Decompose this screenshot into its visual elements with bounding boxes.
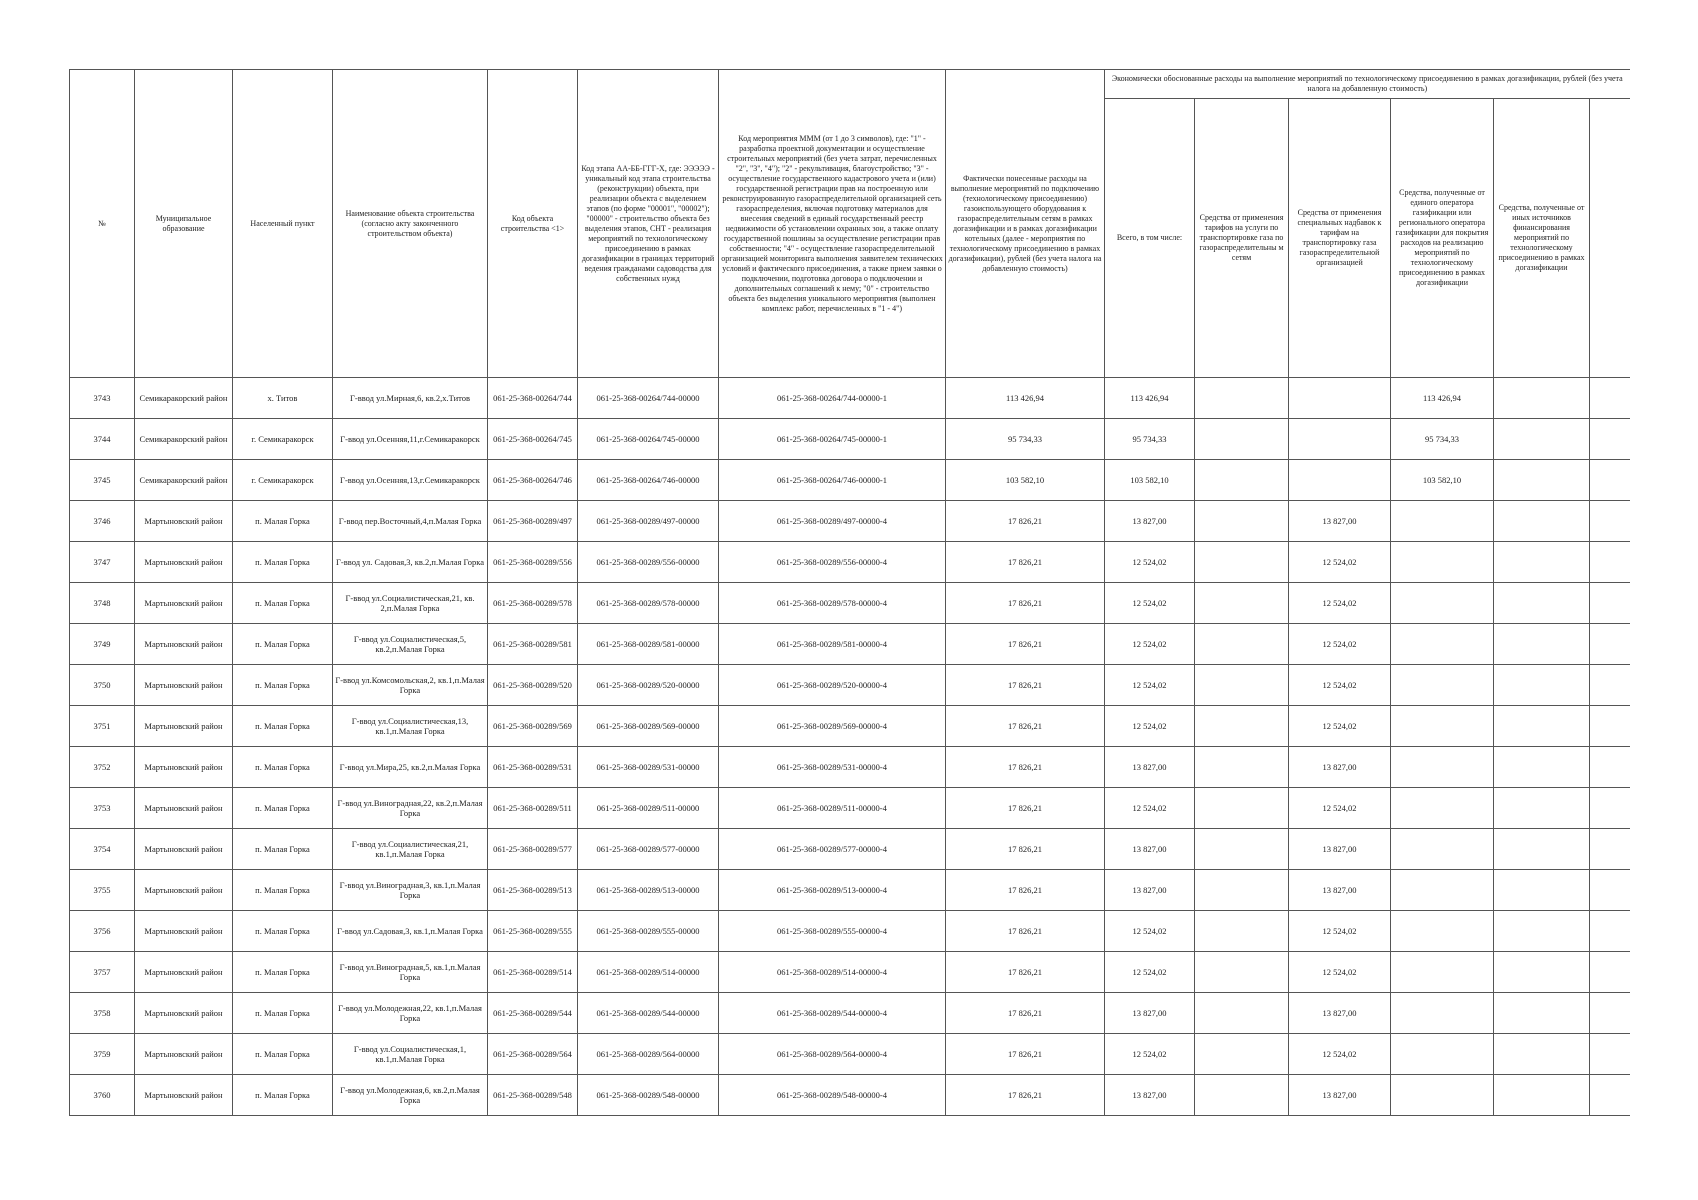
cell-other-sources: [1494, 706, 1590, 747]
cell-object-name: Г-ввод ул.Молодежная,22, кв.1,п.Малая Горка: [333, 993, 488, 1034]
cell-tariff-transport: [1195, 583, 1289, 624]
table-row: [70, 870, 1630, 911]
cell-actual-costs: 17 826,21: [946, 583, 1105, 624]
cell-object-name: Г-ввод ул.Социалистическая,21, кв. 2,п.Малая Горка: [333, 583, 488, 624]
cell-object-name: Г-ввод ул.Виноградная,5, кв.1,п.Малая Горка: [333, 952, 488, 993]
cell-event-code: 061-25-368-00289/556-00000-4: [719, 542, 946, 583]
cell-stage-code: 061-25-368-00289/555-00000: [578, 911, 719, 952]
col-header-trailing: [1590, 99, 1630, 378]
cell-stage-code: 061-25-368-00289/514-00000: [578, 952, 719, 993]
cell-object-code: 061-25-368-00289/511: [488, 788, 578, 829]
col-header-stage-code: Код этапа АА-ББ-ГГГ-Х, где: ЭЭЭЭЭ - уникальный код этапа строительства (реконструкции) объекта, при реализации объекта с выделением этапов (по форме "00001", "00002"); "00000" - строительство объекта без выделения этапов, СНТ - реализация мероприятий по технологическому присоединению в рамках догазификации в границах территорий ведения гражданами садоводства для собственных нужд: [578, 70, 719, 378]
cell-tariff-transport: [1195, 952, 1289, 993]
cell-other-sources: [1494, 788, 1590, 829]
cell-no: 3749: [70, 624, 135, 665]
cell-object-name: Г-ввод ул.Виноградная,22, кв.2,п.Малая Горка: [333, 788, 488, 829]
cell-settlement: п. Малая Горка: [233, 1075, 333, 1116]
cell-tariff-transport: [1195, 460, 1289, 501]
cell-stage-code: 061-25-368-00264/746-00000: [578, 460, 719, 501]
col-header-municipality: Муниципальное образование: [135, 70, 233, 378]
cell-settlement: п. Малая Горка: [233, 1034, 333, 1075]
cell-special-markups: 13 827,00: [1289, 870, 1391, 911]
cell-trailing: [1590, 911, 1630, 952]
cell-object-name: Г-ввод ул.Комсомольская,2, кв.1,п.Малая Горка: [333, 665, 488, 706]
cell-trailing: [1590, 378, 1630, 419]
cell-total: 95 734,33: [1105, 419, 1195, 460]
cell-tariff-transport: [1195, 624, 1289, 665]
cell-operator-funds: [1391, 1034, 1494, 1075]
cell-trailing: [1590, 1034, 1630, 1075]
table-row: [70, 460, 1630, 501]
cell-no: 3747: [70, 542, 135, 583]
cell-no: 3754: [70, 829, 135, 870]
col-header-tariff-transport: Средства от применения тарифов на услуги по транспортировке газа по газораспределительны м сетям: [1195, 99, 1289, 378]
table-row: [70, 624, 1630, 665]
table-row: [70, 829, 1630, 870]
cell-event-code: 061-25-368-00264/744-00000-1: [719, 378, 946, 419]
cell-operator-funds: [1391, 501, 1494, 542]
cell-no: 3758: [70, 993, 135, 1034]
cell-event-code: 061-25-368-00289/497-00000-4: [719, 501, 946, 542]
cell-tariff-transport: [1195, 747, 1289, 788]
cell-municipality: Мартыновский район: [135, 583, 233, 624]
cell-special-markups: 12 524,02: [1289, 583, 1391, 624]
cell-settlement: п. Малая Горка: [233, 583, 333, 624]
cell-total: 12 524,02: [1105, 665, 1195, 706]
cell-stage-code: 061-25-368-00289/577-00000: [578, 829, 719, 870]
cell-municipality: Мартыновский район: [135, 1075, 233, 1116]
cell-special-markups: 13 827,00: [1289, 747, 1391, 788]
cell-event-code: 061-25-368-00264/746-00000-1: [719, 460, 946, 501]
cell-object-code: 061-25-368-00264/745: [488, 419, 578, 460]
cell-trailing: [1590, 1075, 1630, 1116]
cell-other-sources: [1494, 747, 1590, 788]
cell-total: 12 524,02: [1105, 542, 1195, 583]
cell-object-code: 061-25-368-00289/548: [488, 1075, 578, 1116]
cell-actual-costs: 17 826,21: [946, 501, 1105, 542]
cell-total: 13 827,00: [1105, 747, 1195, 788]
cell-object-code: 061-25-368-00289/514: [488, 952, 578, 993]
cell-other-sources: [1494, 378, 1590, 419]
cell-special-markups: 12 524,02: [1289, 706, 1391, 747]
cell-tariff-transport: [1195, 706, 1289, 747]
cell-total: 13 827,00: [1105, 829, 1195, 870]
cell-operator-funds: [1391, 747, 1494, 788]
cell-other-sources: [1494, 583, 1590, 624]
cell-municipality: Мартыновский район: [135, 542, 233, 583]
cell-object-code: 061-25-368-00289/578: [488, 583, 578, 624]
cell-no: 3760: [70, 1075, 135, 1116]
cell-settlement: п. Малая Горка: [233, 665, 333, 706]
cell-municipality: Мартыновский район: [135, 870, 233, 911]
cell-stage-code: 061-25-368-00289/511-00000: [578, 788, 719, 829]
cell-settlement: п. Малая Горка: [233, 952, 333, 993]
cell-special-markups: [1289, 419, 1391, 460]
col-header-other-sources: Средства, полученные от иных источников финансирования мероприятий по технологическому присоединению в рамках догазификации: [1494, 99, 1590, 378]
cell-other-sources: [1494, 952, 1590, 993]
cell-actual-costs: 17 826,21: [946, 993, 1105, 1034]
cell-object-code: 061-25-368-00289/497: [488, 501, 578, 542]
cell-trailing: [1590, 747, 1630, 788]
cell-other-sources: [1494, 542, 1590, 583]
cell-settlement: п. Малая Горка: [233, 542, 333, 583]
cell-other-sources: [1494, 1034, 1590, 1075]
cell-settlement: п. Малая Горка: [233, 911, 333, 952]
cell-operator-funds: [1391, 788, 1494, 829]
col-header-econ-group: Экономически обоснованные расходы на выполнение мероприятий по технологическому присоединению в рамках догазификации, рублей (без учета налога на добавленную стоимость): [1105, 70, 1630, 99]
table-row: [70, 1075, 1630, 1116]
cell-object-code: 061-25-368-00289/569: [488, 706, 578, 747]
cell-special-markups: [1289, 460, 1391, 501]
cell-operator-funds: [1391, 583, 1494, 624]
cell-tariff-transport: [1195, 1034, 1289, 1075]
cell-event-code: 061-25-368-00289/513-00000-4: [719, 870, 946, 911]
cell-event-code: 061-25-368-00289/564-00000-4: [719, 1034, 946, 1075]
cell-object-name: Г-ввод ул.Социалистическая,5, кв.2,п.Малая Горка: [333, 624, 488, 665]
cell-no: 3746: [70, 501, 135, 542]
cell-other-sources: [1494, 911, 1590, 952]
cell-event-code: 061-25-368-00289/531-00000-4: [719, 747, 946, 788]
cell-object-name: Г-ввод ул.Молодежная,6, кв.2,п.Малая Горка: [333, 1075, 488, 1116]
cell-no: 3743: [70, 378, 135, 419]
cell-event-code: 061-25-368-00289/578-00000-4: [719, 583, 946, 624]
cell-no: 3745: [70, 460, 135, 501]
cell-actual-costs: 17 826,21: [946, 706, 1105, 747]
table-row: [70, 706, 1630, 747]
cell-settlement: п. Малая Горка: [233, 829, 333, 870]
cell-settlement: п. Малая Горка: [233, 706, 333, 747]
cell-settlement: г. Семикаракорск: [233, 419, 333, 460]
cell-special-markups: 12 524,02: [1289, 665, 1391, 706]
table-body: [70, 378, 1630, 1116]
cell-total: 113 426,94: [1105, 378, 1195, 419]
cell-stage-code: 061-25-368-00289/548-00000: [578, 1075, 719, 1116]
cell-municipality: Мартыновский район: [135, 706, 233, 747]
cell-tariff-transport: [1195, 542, 1289, 583]
cell-trailing: [1590, 829, 1630, 870]
cell-actual-costs: 17 826,21: [946, 624, 1105, 665]
cell-tariff-transport: [1195, 829, 1289, 870]
cell-special-markups: 12 524,02: [1289, 788, 1391, 829]
cell-tariff-transport: [1195, 993, 1289, 1034]
cell-actual-costs: 17 826,21: [946, 1075, 1105, 1116]
cell-stage-code: 061-25-368-00289/569-00000: [578, 706, 719, 747]
cell-operator-funds: [1391, 911, 1494, 952]
col-header-operator-funds: Средства, полученные от единого оператора газификации или регионального оператора газификации для покрытия расходов на реализацию мероприятий по технологическому присоединению в рамках догазификации: [1391, 99, 1494, 378]
cell-stage-code: 061-25-368-00289/531-00000: [578, 747, 719, 788]
cell-tariff-transport: [1195, 501, 1289, 542]
cell-operator-funds: 113 426,94: [1391, 378, 1494, 419]
cell-object-name: Г-ввод ул. Садовая,3, кв.2,п.Малая Горка: [333, 542, 488, 583]
cell-other-sources: [1494, 829, 1590, 870]
cell-tariff-transport: [1195, 378, 1289, 419]
cell-event-code: 061-25-368-00264/745-00000-1: [719, 419, 946, 460]
cell-operator-funds: [1391, 624, 1494, 665]
cell-tariff-transport: [1195, 665, 1289, 706]
cell-stage-code: 061-25-368-00264/745-00000: [578, 419, 719, 460]
cell-object-name: Г-ввод ул.Мира,25, кв.2,п.Малая Горка: [333, 747, 488, 788]
cell-event-code: 061-25-368-00289/514-00000-4: [719, 952, 946, 993]
cell-total: 103 582,10: [1105, 460, 1195, 501]
cell-trailing: [1590, 993, 1630, 1034]
cell-trailing: [1590, 952, 1630, 993]
cell-other-sources: [1494, 419, 1590, 460]
cell-event-code: 061-25-368-00289/511-00000-4: [719, 788, 946, 829]
cell-municipality: Семикаракорский район: [135, 460, 233, 501]
cell-total: 12 524,02: [1105, 706, 1195, 747]
cell-special-markups: 12 524,02: [1289, 952, 1391, 993]
cell-total: 12 524,02: [1105, 1034, 1195, 1075]
cell-trailing: [1590, 583, 1630, 624]
cell-settlement: г. Семикаракорск: [233, 460, 333, 501]
cell-total: 12 524,02: [1105, 583, 1195, 624]
cell-special-markups: 13 827,00: [1289, 993, 1391, 1034]
cell-no: 3750: [70, 665, 135, 706]
cell-special-markups: 13 827,00: [1289, 829, 1391, 870]
cell-special-markups: 12 524,02: [1289, 1034, 1391, 1075]
cell-object-name: Г-ввод пер.Восточный,4,п.Малая Горка: [333, 501, 488, 542]
cell-trailing: [1590, 706, 1630, 747]
cell-other-sources: [1494, 1075, 1590, 1116]
cell-actual-costs: 17 826,21: [946, 911, 1105, 952]
cell-stage-code: 061-25-368-00289/520-00000: [578, 665, 719, 706]
cell-total: 13 827,00: [1105, 870, 1195, 911]
cell-event-code: 061-25-368-00289/569-00000-4: [719, 706, 946, 747]
cell-stage-code: 061-25-368-00264/744-00000: [578, 378, 719, 419]
cell-object-name: Г-ввод ул.Садовая,3, кв.1,п.Малая Горка: [333, 911, 488, 952]
table-row: [70, 952, 1630, 993]
cell-no: 3748: [70, 583, 135, 624]
cell-special-markups: 13 827,00: [1289, 501, 1391, 542]
cell-municipality: Мартыновский район: [135, 911, 233, 952]
cell-trailing: [1590, 665, 1630, 706]
cell-stage-code: 061-25-368-00289/578-00000: [578, 583, 719, 624]
cell-actual-costs: 17 826,21: [946, 788, 1105, 829]
cell-other-sources: [1494, 870, 1590, 911]
cell-stage-code: 061-25-368-00289/564-00000: [578, 1034, 719, 1075]
cell-actual-costs: 113 426,94: [946, 378, 1105, 419]
cell-operator-funds: [1391, 952, 1494, 993]
cell-municipality: Мартыновский район: [135, 747, 233, 788]
cell-municipality: Семикаракорский район: [135, 378, 233, 419]
cell-trailing: [1590, 460, 1630, 501]
cell-settlement: п. Малая Горка: [233, 624, 333, 665]
table-row: [70, 501, 1630, 542]
cell-object-code: 061-25-368-00289/564: [488, 1034, 578, 1075]
cell-operator-funds: [1391, 542, 1494, 583]
cell-tariff-transport: [1195, 911, 1289, 952]
cell-object-name: Г-ввод ул.Виноградная,3, кв.1,п.Малая Горка: [333, 870, 488, 911]
cell-actual-costs: 17 826,21: [946, 870, 1105, 911]
cell-operator-funds: [1391, 993, 1494, 1034]
table-row: [70, 788, 1630, 829]
cell-operator-funds: [1391, 665, 1494, 706]
cell-settlement: п. Малая Горка: [233, 788, 333, 829]
cell-trailing: [1590, 542, 1630, 583]
cell-settlement: п. Малая Горка: [233, 993, 333, 1034]
cell-tariff-transport: [1195, 419, 1289, 460]
cell-trailing: [1590, 870, 1630, 911]
cell-trailing: [1590, 788, 1630, 829]
cell-municipality: Мартыновский район: [135, 624, 233, 665]
cell-municipality: Семикаракорский район: [135, 419, 233, 460]
cell-no: 3755: [70, 870, 135, 911]
cell-municipality: Мартыновский район: [135, 952, 233, 993]
cell-no: 3752: [70, 747, 135, 788]
cell-actual-costs: 17 826,21: [946, 665, 1105, 706]
cell-total: 13 827,00: [1105, 993, 1195, 1034]
cell-special-markups: 12 524,02: [1289, 542, 1391, 583]
table-header: [70, 70, 1630, 378]
cell-settlement: п. Малая Горка: [233, 870, 333, 911]
cell-trailing: [1590, 501, 1630, 542]
cell-settlement: п. Малая Горка: [233, 747, 333, 788]
table-row: [70, 665, 1630, 706]
cell-municipality: Мартыновский район: [135, 665, 233, 706]
cell-event-code: 061-25-368-00289/555-00000-4: [719, 911, 946, 952]
cell-tariff-transport: [1195, 870, 1289, 911]
cell-actual-costs: 103 582,10: [946, 460, 1105, 501]
table-row: [70, 542, 1630, 583]
cell-operator-funds: [1391, 706, 1494, 747]
cell-other-sources: [1494, 624, 1590, 665]
col-header-settlement: Населенный пункт: [233, 70, 333, 378]
table-row: [70, 747, 1630, 788]
cell-other-sources: [1494, 501, 1590, 542]
cell-operator-funds: [1391, 829, 1494, 870]
table-row: [70, 993, 1630, 1034]
cell-object-name: Г-ввод ул.Социалистическая,21, кв.1,п.Малая Горка: [333, 829, 488, 870]
cell-stage-code: 061-25-368-00289/497-00000: [578, 501, 719, 542]
cell-event-code: 061-25-368-00289/548-00000-4: [719, 1075, 946, 1116]
cell-no: 3751: [70, 706, 135, 747]
cell-stage-code: 061-25-368-00289/556-00000: [578, 542, 719, 583]
cell-total: 12 524,02: [1105, 952, 1195, 993]
cell-municipality: Мартыновский район: [135, 501, 233, 542]
cell-settlement: п. Малая Горка: [233, 501, 333, 542]
cell-stage-code: 061-25-368-00289/581-00000: [578, 624, 719, 665]
col-header-event-code: Код мероприятия МММ (от 1 до 3 символов), где: "1" - разработка проектной документации и осуществление строительных мероприятий (без учета затрат, перечисленных "2", "3", "4"); "2" - рекультивация, благоустройство; "3" - осуществление государственного кадастрового учета и (или) государственной регистрации прав на построенную или реконструированную газораспределительной организацией сеть газораспределения, включая подготовку материалов для внесения сведений в единый государственный реестр недвижимости об установлении охранных зон, а также оплату государственной пошлины за осуществление регистрации прав собственности; "4" - осуществление газораспределительной организацией мониторинга выполнения заявителем технических условий и фактического присоединения, а также прием заявки о подключении, подготовка договора о подключении и дополнительных соглашений к нему; "0" - строительство объекта без выделения уникального мероприятия (выполнен комплекс работ, перечисленных в "1 - 4"): [719, 70, 946, 378]
cell-other-sources: [1494, 665, 1590, 706]
cell-special-markups: 12 524,02: [1289, 911, 1391, 952]
cell-other-sources: [1494, 460, 1590, 501]
cell-object-code: 061-25-368-00289/544: [488, 993, 578, 1034]
cell-total: 13 827,00: [1105, 1075, 1195, 1116]
cell-special-markups: 13 827,00: [1289, 1075, 1391, 1116]
cell-municipality: Мартыновский район: [135, 993, 233, 1034]
cell-municipality: Мартыновский район: [135, 788, 233, 829]
cell-event-code: 061-25-368-00289/577-00000-4: [719, 829, 946, 870]
cell-object-code: 061-25-368-00264/744: [488, 378, 578, 419]
cell-total: 13 827,00: [1105, 501, 1195, 542]
cell-settlement: х. Титов: [233, 378, 333, 419]
cell-no: 3753: [70, 788, 135, 829]
col-header-no: №: [70, 70, 135, 378]
cell-actual-costs: 17 826,21: [946, 1034, 1105, 1075]
cell-no: 3757: [70, 952, 135, 993]
cell-event-code: 061-25-368-00289/520-00000-4: [719, 665, 946, 706]
table-row: [70, 1034, 1630, 1075]
cell-no: 3756: [70, 911, 135, 952]
cell-object-name: Г-ввод ул.Осенняя,13,г.Семикаракорск: [333, 460, 488, 501]
cell-no: 3744: [70, 419, 135, 460]
cell-operator-funds: 103 582,10: [1391, 460, 1494, 501]
table-row: [70, 911, 1630, 952]
data-table: [69, 69, 1630, 1116]
cell-trailing: [1590, 624, 1630, 665]
cell-actual-costs: 95 734,33: [946, 419, 1105, 460]
cell-actual-costs: 17 826,21: [946, 542, 1105, 583]
cell-municipality: Мартыновский район: [135, 1034, 233, 1075]
cell-tariff-transport: [1195, 1075, 1289, 1116]
cell-object-name: Г-ввод ул.Мирная,6, кв.2,х.Титов: [333, 378, 488, 419]
cell-stage-code: 061-25-368-00289/544-00000: [578, 993, 719, 1034]
cell-tariff-transport: [1195, 788, 1289, 829]
cell-stage-code: 061-25-368-00289/513-00000: [578, 870, 719, 911]
col-header-object-code: Код объекта строительства <1>: [488, 70, 578, 378]
cell-object-code: 061-25-368-00289/581: [488, 624, 578, 665]
cell-object-code: 061-25-368-00289/513: [488, 870, 578, 911]
cell-actual-costs: 17 826,21: [946, 952, 1105, 993]
cell-object-code: 061-25-368-00289/531: [488, 747, 578, 788]
cell-object-code: 061-25-368-00289/555: [488, 911, 578, 952]
cell-operator-funds: [1391, 870, 1494, 911]
table-row: [70, 419, 1630, 460]
cell-no: 3759: [70, 1034, 135, 1075]
col-header-total: Всего, в том числе:: [1105, 99, 1195, 378]
cell-object-code: 061-25-368-00289/577: [488, 829, 578, 870]
cell-total: 12 524,02: [1105, 624, 1195, 665]
cell-operator-funds: 95 734,33: [1391, 419, 1494, 460]
cell-object-name: Г-ввод ул.Осенняя,11,г.Семикаракорск: [333, 419, 488, 460]
cell-total: 12 524,02: [1105, 788, 1195, 829]
table-row: [70, 378, 1630, 419]
cell-object-code: 061-25-368-00289/520: [488, 665, 578, 706]
table-row: [70, 583, 1630, 624]
cell-municipality: Мартыновский район: [135, 829, 233, 870]
cell-object-name: Г-ввод ул.Социалистическая,13, кв.1,п.Малая Горка: [333, 706, 488, 747]
col-header-special-markups: Средства от применения специальных надбавок к тарифам на транспортировку газа газораспределительной организацией: [1289, 99, 1391, 378]
col-header-actual-costs: Фактически понесенные расходы на выполнение мероприятий по подключению (технологическому присоединению) газоиспользующего оборудования к газораспределительным сетям в рамках догазификации и в рамках догазификации котельных (далее - мероприятия по технологическому присоединению в рамках догазификации), рублей (без учета налога на добавленную стоимость): [946, 70, 1105, 378]
cell-other-sources: [1494, 993, 1590, 1034]
cell-actual-costs: 17 826,21: [946, 747, 1105, 788]
cell-total: 12 524,02: [1105, 911, 1195, 952]
cell-actual-costs: 17 826,21: [946, 829, 1105, 870]
cell-special-markups: 12 524,02: [1289, 624, 1391, 665]
cell-special-markups: [1289, 378, 1391, 419]
cell-object-code: 061-25-368-00289/556: [488, 542, 578, 583]
cell-object-code: 061-25-368-00264/746: [488, 460, 578, 501]
cell-object-name: Г-ввод ул.Социалистическая,1, кв.1,п.Малая Горка: [333, 1034, 488, 1075]
col-header-object-name: Наименование объекта строительства (согласно акту законченного строительством объекта): [333, 70, 488, 378]
cell-trailing: [1590, 419, 1630, 460]
cell-event-code: 061-25-368-00289/544-00000-4: [719, 993, 946, 1034]
cell-operator-funds: [1391, 1075, 1494, 1116]
cell-event-code: 061-25-368-00289/581-00000-4: [719, 624, 946, 665]
